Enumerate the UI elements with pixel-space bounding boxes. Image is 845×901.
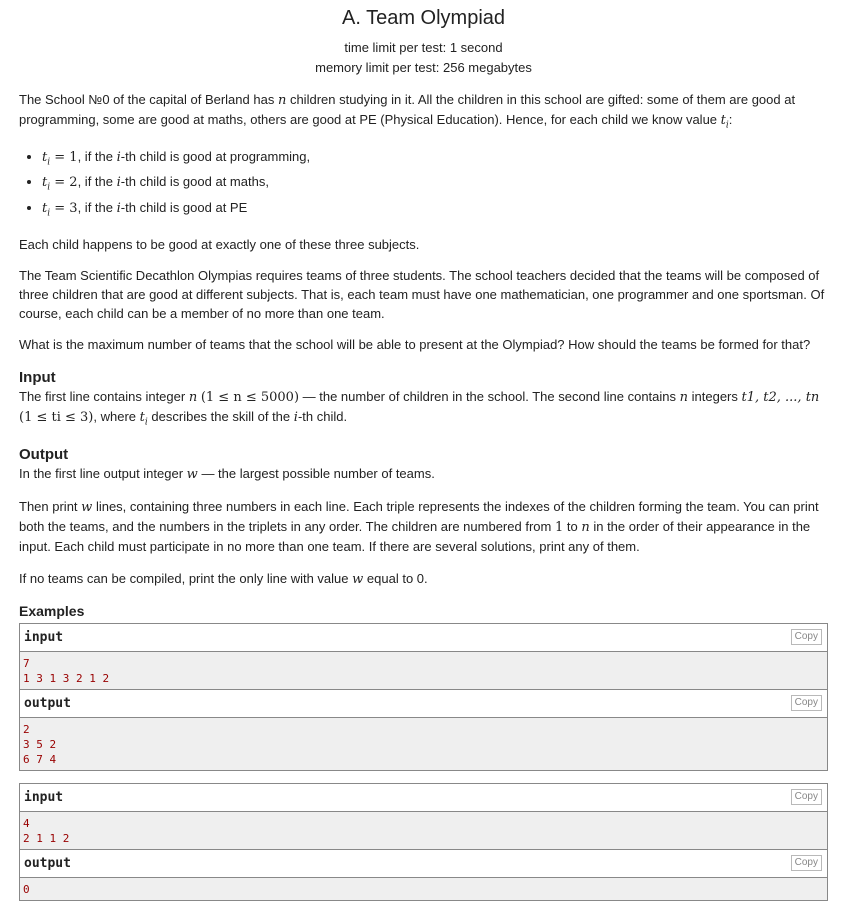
examples-title: Examples [19,602,85,619]
legend-paragraph-1: The School №0 of the capital of Berland has n children studying in it. All the children in this school are gifted: some of them are good at programming, some are good at maths, others are good at PE (Physical Education). Hence, for each child we know value $t_i$: [19,92,796,131]
legend-paragraph-2: Each child happens to be good at exactly one of these three subjects. [19,237,420,253]
example-output-text: 2 3 5 2 6 7 4 [20,718,827,770]
problem-title: A. Team Olympiad [341,7,506,29]
example-2 [19,783,828,901]
legend-paragraph-4: What is the maximum number of teams that the school will be able to present at the Olympiad? How should the teams be formed for that? [19,337,811,353]
example-input-text: 4 2 1 1 2 [20,812,827,849]
output-specification [19,446,828,589]
examples-section [19,602,828,901]
example-output-header [20,849,827,878]
list-item: • $t_i = 2$, if the i-th child is good at maths, [42,172,828,198]
time-limit: time limit per test: 1 second [344,40,503,55]
copy-button[interactable]: Copy [791,789,822,805]
example-output-header [20,689,827,718]
output-paragraph-2: Then print w lines, containing three numbers in each line. Each triple represents the indexes of the children forming the team. You can print both the teams, and the numbers in the triplets in any order. The children are numbered from 1 to n in the order of their appearance in the input. Each child must participate in no more than one team. If there are several solutions, print any of them. [19,498,819,554]
output-label: output [24,855,71,871]
example-output-text: 0 [20,878,827,900]
example-input-text: 7 1 3 1 3 2 1 2 [20,652,827,689]
copy-button[interactable]: Copy [791,855,822,871]
legend [19,90,828,354]
copy-button[interactable]: Copy [791,695,822,711]
list-item: • $t_i = 1$, if the i-th child is good at programming, [42,147,828,173]
example-input-header [20,784,827,812]
problem-header [19,0,828,78]
input-label: input [24,789,64,805]
example-input-header [20,624,827,652]
output-section-title: Output [19,445,69,463]
memory-limit: memory limit per test: 256 megabytes [315,60,532,75]
legend-paragraph-3: The Team Scientific Decathlon Olympias requires teams of three students. The school teachers decided that the teams will be composed of three children that are good at different subjects. That is, each team must have one mathematician, one programmer and one sportsman. Of course, each child can be a member of no more than one team. [19,268,825,322]
example-1 [19,623,828,771]
input-section-title: Input [19,369,56,387]
input-specification [19,369,828,433]
output-label: output [24,695,71,711]
copy-button[interactable]: Copy [791,629,822,645]
output-paragraph-1: In the first line output integer w — the largest possible number of teams. [19,465,435,482]
list-item: • $t_i = 3$, if the i-th child is good at PE [42,198,828,224]
subject-list [19,147,828,224]
output-paragraph-3: If no teams can be compiled, print the only line with value w equal to 0. [19,570,428,587]
input-description: The first line contains integer n (1 ≤ n ≤ 5000) — the number of children in the school. The second line contains n integers t1, t2, ..., tn (1 ≤ ti ≤ 3), where $t_i$ describes the skill of the i-th child. [19,389,820,428]
input-label: input [24,629,64,645]
